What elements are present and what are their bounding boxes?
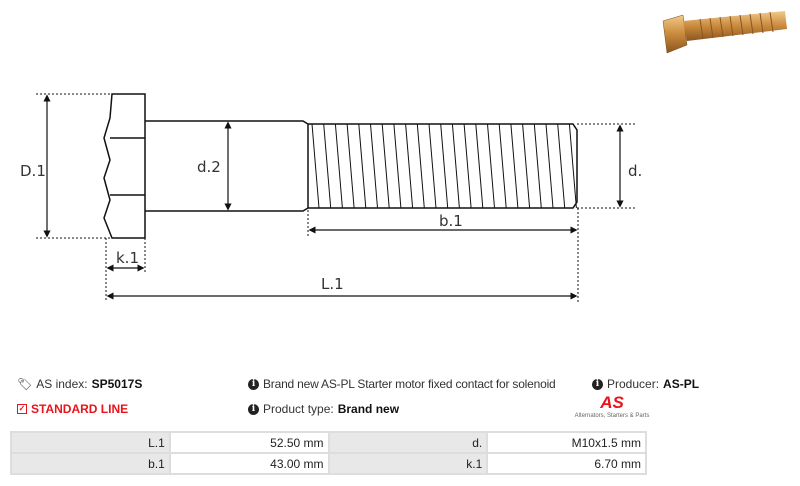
thread-line (452, 124, 459, 208)
check-square-icon: ✓ (18, 404, 26, 413)
product-type: i Product type: Brand new (248, 402, 399, 416)
as-index: 🏷 AS index: SP5017S (17, 377, 143, 391)
dim-label-d2: d.2 (197, 158, 221, 176)
thread-line (546, 124, 553, 208)
thread-line (499, 124, 506, 208)
thread-line (417, 124, 424, 208)
thread-line (382, 124, 389, 208)
table-row: b.1 43.00 mm k.1 6.70 mm (11, 453, 646, 474)
info-icon: i (592, 379, 603, 390)
thread-line (371, 124, 378, 208)
description: i Brand new AS-PL Starter motor fixed contact for solenoid (248, 377, 556, 391)
dim-label-d: d. (628, 162, 643, 180)
thread-line (569, 124, 576, 208)
thread-line (359, 124, 366, 208)
producer: i Producer: AS-PL (592, 377, 699, 391)
as-pl-logo: AS Alternators, Starters & Parts (574, 393, 650, 419)
thread-line (312, 124, 319, 208)
thread-line (335, 124, 342, 208)
info-icon: i (248, 404, 259, 415)
thread-line (523, 124, 530, 208)
thread-line (464, 124, 471, 208)
thread-line (488, 124, 495, 208)
dim-label-L1: L.1 (321, 275, 344, 293)
dim-label-D1: D.1 (20, 162, 46, 180)
tags-icon: 🏷 (17, 377, 33, 391)
thread-line (476, 124, 483, 208)
table-row: L.1 52.50 mm d. M10x1.5 mm (11, 432, 646, 453)
thread-line (394, 124, 401, 208)
thread-line (441, 124, 448, 208)
thread-line (347, 124, 354, 208)
standard-line-badge: ✓ STANDARD LINE (18, 402, 129, 416)
thread-line (558, 124, 565, 208)
thread-line (429, 124, 436, 208)
product-photo (655, 5, 790, 60)
specs-table (10, 431, 647, 475)
thread-line (324, 124, 331, 208)
thread-line (406, 124, 413, 208)
thread-line (534, 124, 541, 208)
dim-label-k1: k.1 (116, 249, 139, 267)
thread-line (511, 124, 518, 208)
dim-label-b1: b.1 (439, 212, 463, 230)
info-icon: i (248, 379, 259, 390)
